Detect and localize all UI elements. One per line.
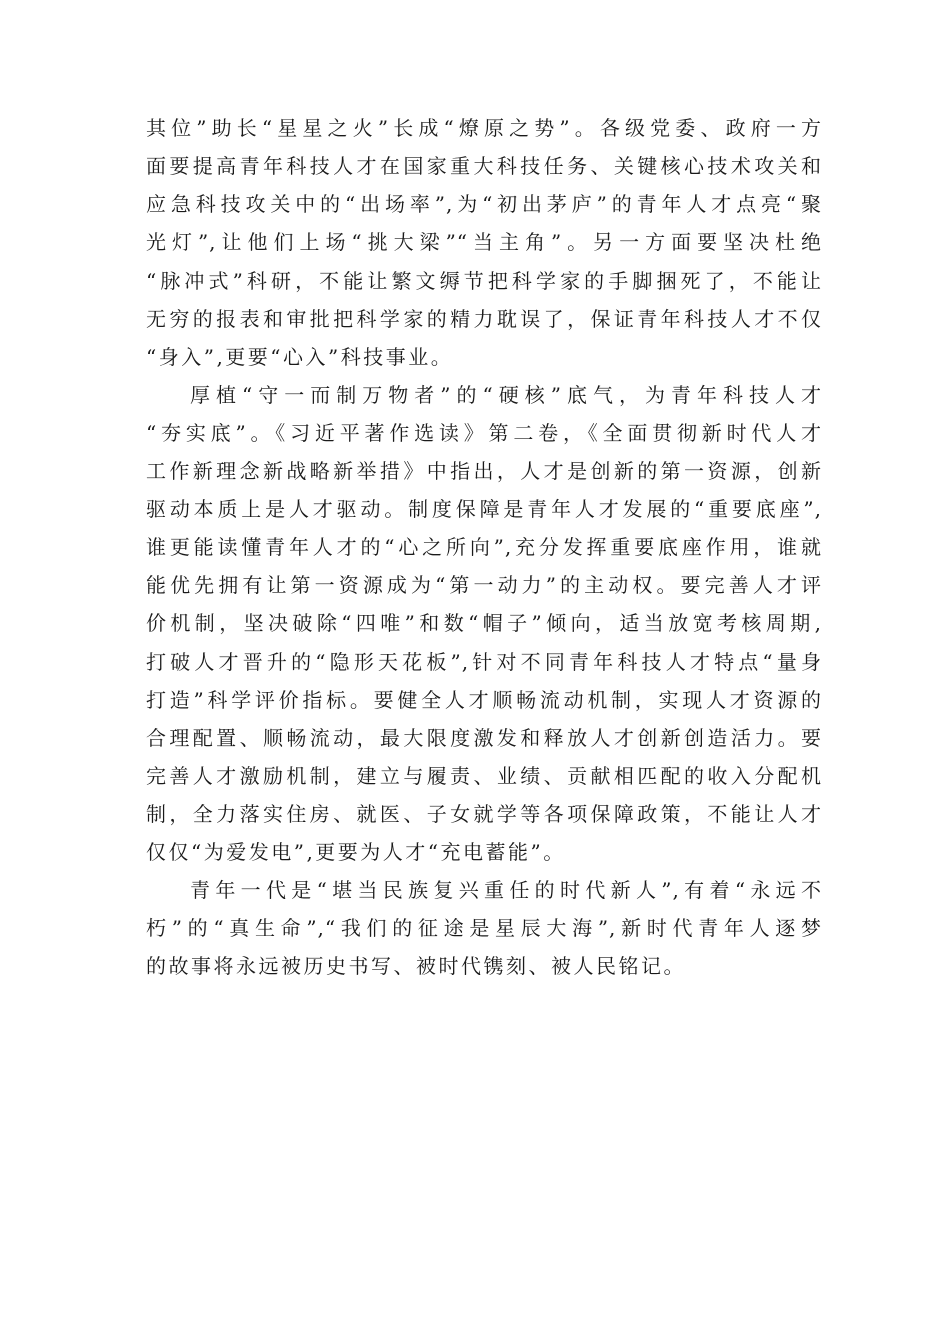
paragraph-line: 打造”科学评价指标。要健全人才顺畅流动机制，实现人才资源的: [146, 688, 822, 712]
paragraph-line: 打破人才晋升的“隐形天花板”,针对不同青年科技人才特点“量身: [146, 650, 822, 674]
paragraph-line: 完善人才激励机制，建立与履责、业绩、贡献相匹配的收入分配机: [146, 764, 822, 788]
paragraph-line: 谁更能读懂青年人才的“心之所向”,充分发挥重要底座作用，谁就: [146, 535, 822, 559]
paragraph-line: 光灯”,让他们上场“挑大梁”“当主角”。另一方面要坚决杜绝: [146, 230, 822, 254]
paragraph-line: 价机制，坚决破除“四唯”和数“帽子”倾向，适当放宽考核周期,: [146, 611, 822, 635]
paragraph-line: 驱动本质上是人才驱动。制度保障是青年人才发展的“重要底座”,: [146, 497, 822, 521]
paragraph-line: 其位”助长“星星之火”长成“燎原之势”。各级党委、政府一方: [146, 116, 822, 140]
paragraph-line: “脉冲式”科研，不能让繁文缛节把科学家的手脚捆死了，不能让: [146, 269, 822, 293]
paragraph-line: 厚植“守一而制万物者”的“硬核”底气，为青年科技人才: [190, 383, 822, 407]
paragraph-line: 无穷的报表和审批把科学家的精力耽误了，保证青年科技人才不仅: [146, 307, 822, 331]
paragraph-line: 仅仅“为爱发电”,更要为人才“充电蓄能”。: [146, 840, 566, 864]
paragraph-line: 青年一代是“堪当民族复兴重任的时代新人”,有着“永远不: [190, 878, 822, 902]
paragraph-line: 朽”的“真生命”,“我们的征途是星辰大海”,新时代青年人逐梦: [146, 916, 822, 940]
paragraph-line: “身入”,更要“心入”科技事业。: [146, 345, 454, 369]
paragraph-line: 应急科技攻关中的“出场率”,为“初出茅庐”的青年人才点亮“聚: [146, 192, 822, 216]
paragraph-line: 能优先拥有让第一资源成为“第一动力”的主动权。要完善人才评: [146, 573, 822, 597]
paragraph-line: 工作新理念新战略新举措》中指出，人才是创新的第一资源，创新: [146, 459, 822, 483]
paragraph-line: 制，全力落实住房、就医、子女就学等各项保障政策，不能让人才: [146, 802, 822, 826]
paragraph-line: 合理配置、顺畅流动，最大限度激发和释放人才创新创造活力。要: [146, 726, 822, 750]
paragraph-line: 的故事将永远被历史书写、被时代镌刻、被人民铭记。: [146, 954, 686, 978]
paragraph-line: 面要提高青年科技人才在国家重大科技任务、关键核心技术攻关和: [146, 154, 822, 178]
paragraph-line: “夯实底”。《习近平著作选读》第二卷，《全面贯彻新时代人才: [146, 421, 822, 445]
